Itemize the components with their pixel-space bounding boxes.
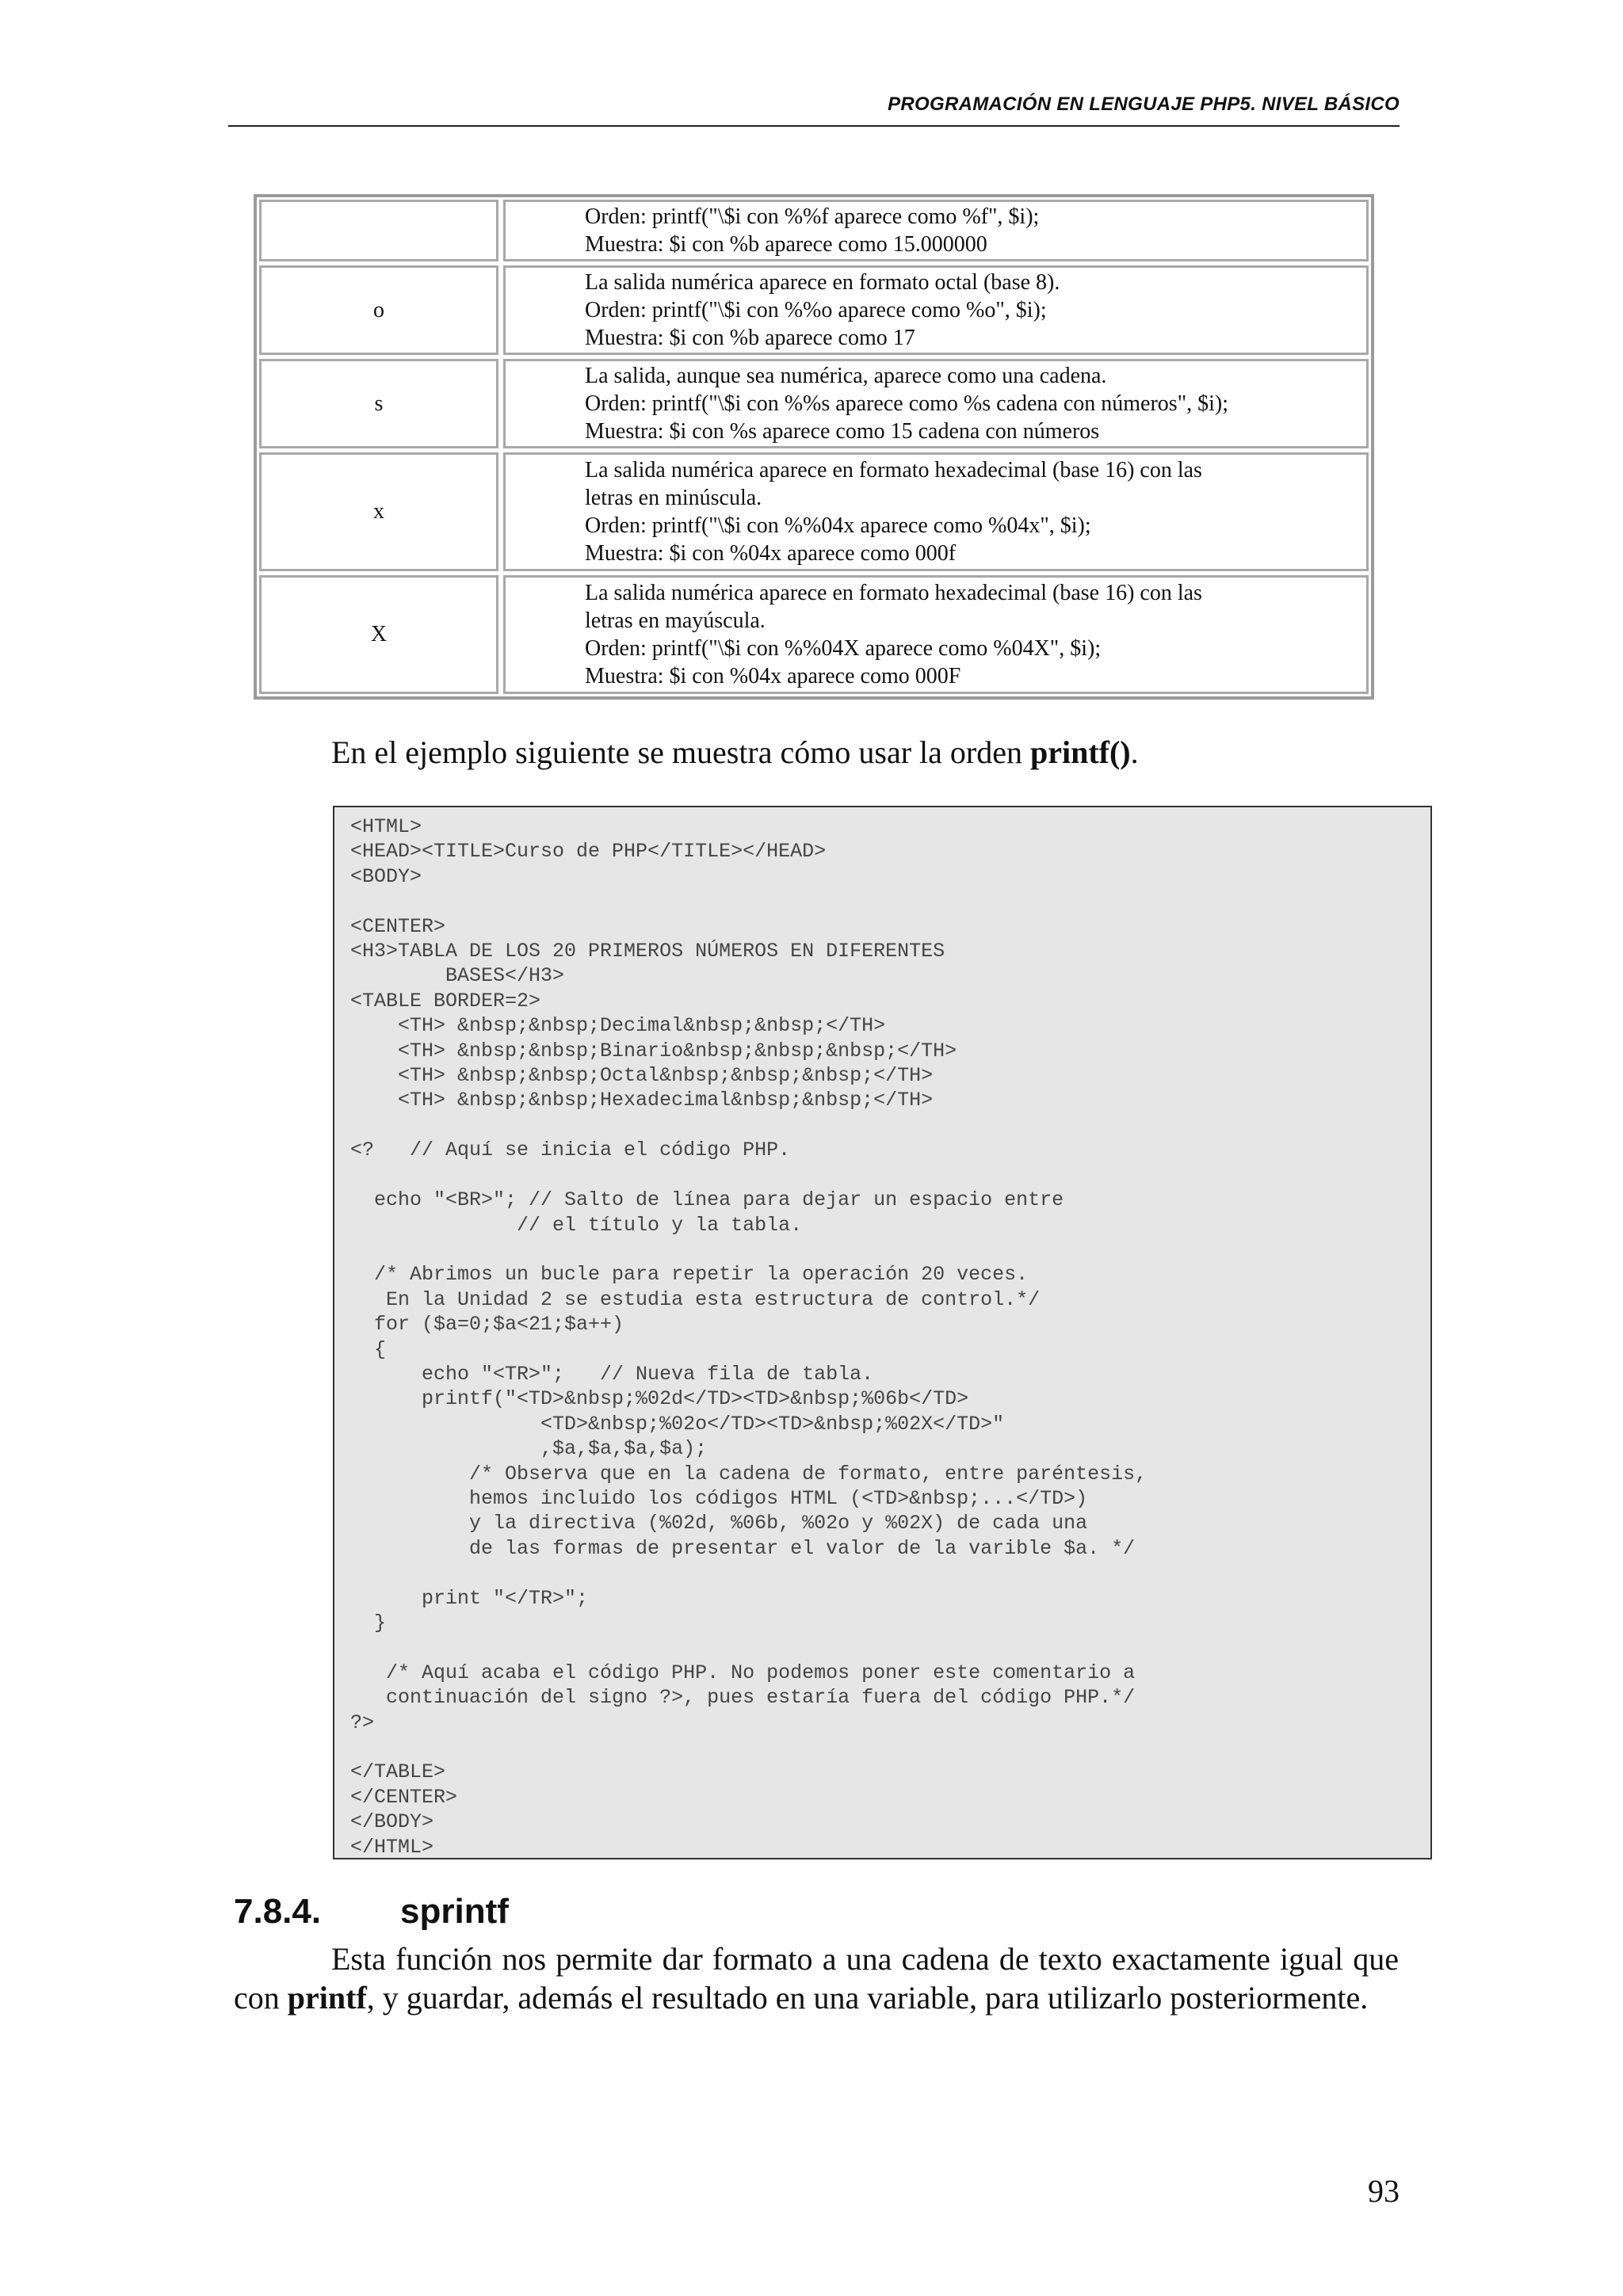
description-line: Muestra: $i con %b aparece como 15.000000	[585, 232, 987, 257]
specifier-cell: s	[259, 359, 498, 448]
description-line: Orden: printf("\$i con %%o aparece como %o", $i);	[585, 298, 1047, 322]
description-line: La salida numérica aparece en formato hexadecimal (base 16) con las	[585, 581, 1202, 605]
intro-text: En el ejemplo siguiente se muestra cómo usar la orden	[331, 734, 1030, 770]
table-row	[259, 265, 1369, 355]
code-line: En la Unidad 2 se estudia esta estructura de control.*/	[386, 1287, 1041, 1311]
table-row	[259, 575, 1369, 694]
intro-paragraph	[331, 733, 1409, 772]
description-cell	[503, 359, 1369, 448]
code-line: <? // Aquí se inicia el código PHP.	[350, 1138, 791, 1162]
code-line: continuación del signo ?>, pues estaría fuera del código PHP.*/	[386, 1686, 1136, 1710]
code-line: hemos incluido los códigos HTML (<TD>&nbsp;...</TD>)	[469, 1486, 1088, 1510]
description-line: Orden: printf("\$i con %%04X aparece como %04X", $i);	[585, 636, 1102, 661]
code-line: <TD>&nbsp;%02o</TD><TD>&nbsp;%02X</TD>"	[540, 1412, 1005, 1436]
specifier-cell: X	[259, 575, 498, 694]
section-heading	[234, 1892, 509, 1932]
code-line: <CENTER>	[350, 914, 446, 938]
specifier-cell: o	[259, 265, 498, 355]
intro-bold-function: printf()	[1029, 734, 1131, 770]
code-line: {	[374, 1337, 387, 1361]
code-line: <TH> &nbsp;&nbsp;Octal&nbsp;&nbsp;&nbsp;</TH>	[398, 1064, 934, 1088]
table-row	[259, 452, 1369, 571]
paragraph-text: Esta función nos permite dar formato a una cadena de texto exactamente igual que con	[234, 1941, 1399, 2016]
code-line: <HEAD><TITLE>Curso de PHP</TITLE></HEAD>	[350, 840, 827, 864]
description-line: Orden: printf("\$i con %%04x aparece como %04x", $i);	[585, 513, 1091, 538]
table-row	[259, 200, 1369, 261]
description-line: Muestra: $i con %04x aparece como 000f	[585, 541, 957, 566]
description-cell	[503, 452, 1369, 571]
code-line: /* Aquí acaba el código PHP. No podemos poner este comentario a	[386, 1661, 1136, 1684]
code-line: }	[374, 1611, 387, 1634]
intro-end: .	[1130, 734, 1139, 770]
code-line: </TABLE>	[350, 1760, 446, 1784]
code-line: de las formas de presentar el valor de la varible $a. */	[469, 1536, 1136, 1560]
code-line: <TH> &nbsp;&nbsp;Decimal&nbsp;&nbsp;</TH>	[398, 1014, 886, 1038]
description-line: letras en minúscula.	[585, 486, 762, 510]
code-line: <TH> &nbsp;&nbsp;Hexadecimal&nbsp;&nbsp;</TH>	[398, 1089, 934, 1112]
specifier-cell	[259, 200, 498, 261]
code-line: </HTML>	[350, 1835, 434, 1859]
specifier-cell: x	[259, 452, 498, 571]
code-line: <H3>TABLA DE LOS 20 PRIMEROS NÚMEROS EN DIFERENTES	[350, 940, 945, 963]
header-rule	[228, 125, 1400, 127]
code-line: BASES</H3>	[445, 964, 565, 988]
paragraph-bold-function: printf	[287, 1980, 367, 2016]
code-line: ?>	[350, 1711, 375, 1734]
description-line: La salida, aunque sea numérica, aparece como una cadena.	[585, 364, 1107, 388]
code-line: echo "<TR>"; // Nueva fila de tabla.	[422, 1362, 874, 1386]
description-line: Muestra: $i con %s aparece como 15 cadena con números	[585, 419, 1100, 444]
code-line: for ($a=0;$a<21;$a++)	[374, 1313, 624, 1337]
code-line: <HTML>	[350, 815, 422, 838]
description-line: La salida numérica aparece en formato octal (base 8).	[585, 270, 1060, 295]
code-line: <TH> &nbsp;&nbsp;Binario&nbsp;&nbsp;&nbsp;</TH>	[398, 1039, 957, 1062]
description-cell	[503, 575, 1369, 694]
body-paragraph	[234, 1939, 1399, 2017]
section-number: 7.8.4.	[234, 1892, 322, 1931]
code-line: echo "<BR>"; // Salto de línea para dejar un espacio entre	[374, 1188, 1064, 1212]
description-line: Muestra: $i con %b aparece como 17	[585, 326, 915, 350]
format-specifier-table	[254, 194, 1374, 700]
code-line: /* Abrimos un bucle para repetir la operación 20 veces.	[374, 1263, 1029, 1287]
running-header: PROGRAMACIÓN EN LENGUAJE PHP5. NIVEL BÁSICO	[888, 93, 1400, 115]
description-line: letras en mayúscula.	[585, 608, 766, 633]
code-listing	[333, 806, 1432, 1859]
paragraph-text-end: , y guardar, además el resultado en una variable, para utilizarlo posteriormente.	[366, 1980, 1369, 2016]
section-title: sprintf	[400, 1892, 509, 1931]
description-line: Orden: printf("\$i con %%f aparece como %f", $i);	[585, 204, 1040, 229]
code-line: // el título y la tabla.	[517, 1213, 803, 1237]
code-line: printf("<TD>&nbsp;%02d</TD><TD>&nbsp;%06b</TD>	[422, 1387, 969, 1411]
code-line: </CENTER>	[350, 1785, 458, 1809]
code-text	[350, 814, 1430, 1859]
code-line: <BODY>	[350, 864, 422, 888]
description-cell	[503, 265, 1369, 355]
description-line: La salida numérica aparece en formato hexadecimal (base 16) con las	[585, 458, 1202, 482]
description-line: Muestra: $i con %04x aparece como 000F	[585, 664, 961, 688]
code-line: </BODY>	[350, 1810, 434, 1834]
page-number: 93	[1368, 2173, 1400, 2209]
code-line: y la directiva (%02d, %06b, %02o y %02X) de cada una	[469, 1512, 1088, 1535]
description-cell	[503, 200, 1369, 261]
code-line: <TABLE BORDER=2>	[350, 989, 541, 1013]
code-line: print "</TR>";	[422, 1586, 589, 1610]
description-line: Orden: printf("\$i con %%s aparece como %s cadena con números", $i);	[585, 391, 1229, 416]
code-line: /* Observa que en la cadena de formato, entre paréntesis,	[469, 1462, 1148, 1486]
table-row	[259, 359, 1369, 448]
code-line: ,$a,$a,$a,$a);	[540, 1437, 708, 1461]
